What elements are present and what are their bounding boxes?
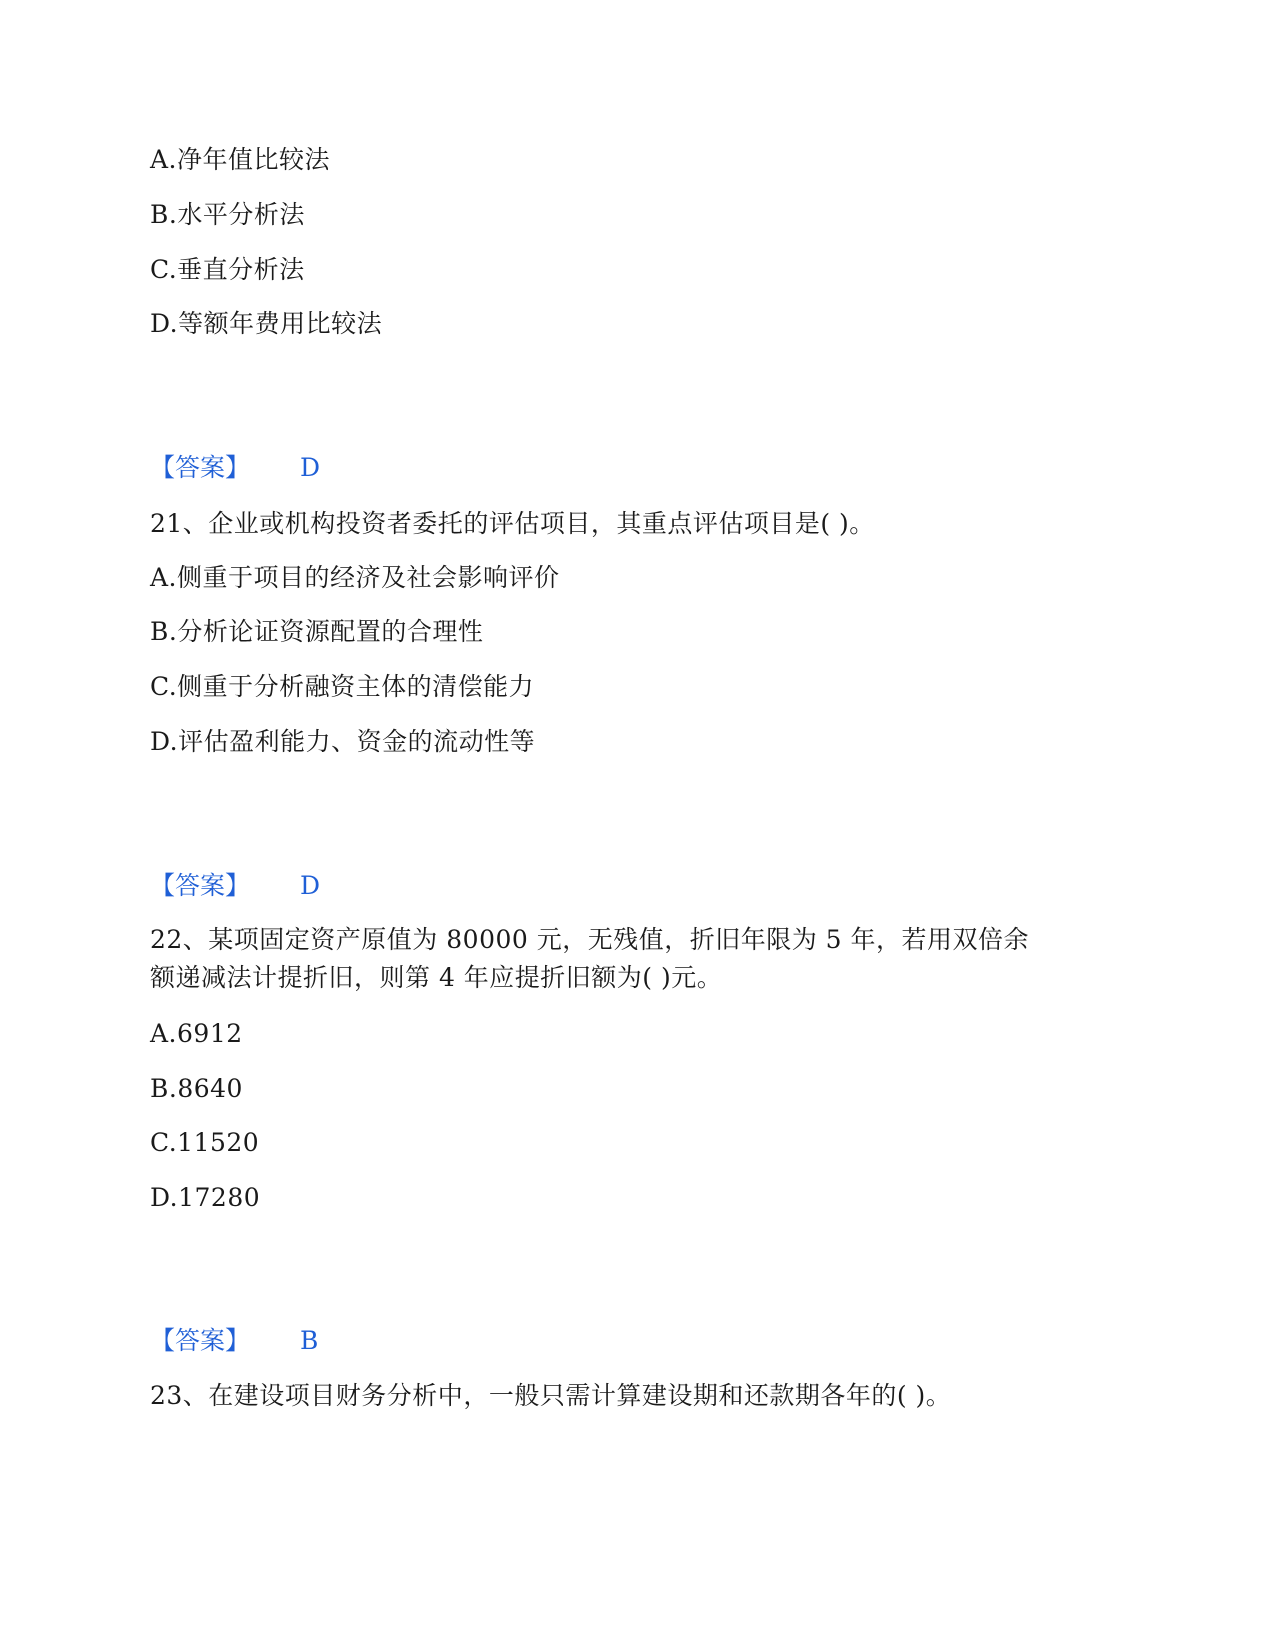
prev-option-c: C.垂直分析法 [150, 255, 305, 284]
q21-option-b: B.分析论证资源配置的合理性 [150, 617, 484, 646]
q22-option-c: C.11520 [150, 1128, 260, 1157]
answer-value: B [300, 1326, 319, 1355]
prev-option-b: B.水平分析法 [150, 200, 305, 229]
prev-option-a: A.净年值比较法 [150, 145, 331, 174]
q22-option-a: A.6912 [150, 1019, 243, 1048]
q21-stem: 21、企业或机构投资者委托的评估项目，其重点评估项目是( )。 [150, 509, 875, 538]
q21-option-c: C.侧重于分析融资主体的清偿能力 [150, 672, 535, 701]
answer-value: D [300, 871, 321, 900]
q23-stem: 23、在建设项目财务分析中，一般只需计算建设期和还款期各年的( )。 [150, 1381, 952, 1410]
answer-label: 【答案】 [150, 453, 251, 482]
q22-stem-line2: 额递减法计提折旧，则第 4 年应提折旧额为( )元。 [150, 963, 723, 992]
q21-option-d: D.评估盈利能力、资金的流动性等 [150, 727, 536, 756]
prev-answer [150, 450, 320, 486]
q21-answer [150, 868, 320, 904]
q21-option-a: A.侧重于项目的经济及社会影响评价 [150, 563, 560, 592]
prev-option-d: D.等额年费用比较法 [150, 309, 383, 338]
q22-option-b: B.8640 [150, 1074, 243, 1103]
q22-option-d: D.17280 [150, 1183, 261, 1212]
answer-value: D [300, 453, 321, 482]
answer-label: 【答案】 [150, 871, 251, 900]
q22-answer [150, 1323, 318, 1359]
q22-stem-line1: 22、某项固定资产原值为 80000 元，无残值，折旧年限为 5 年，若用双倍余 [150, 925, 1030, 954]
answer-label: 【答案】 [150, 1326, 251, 1355]
